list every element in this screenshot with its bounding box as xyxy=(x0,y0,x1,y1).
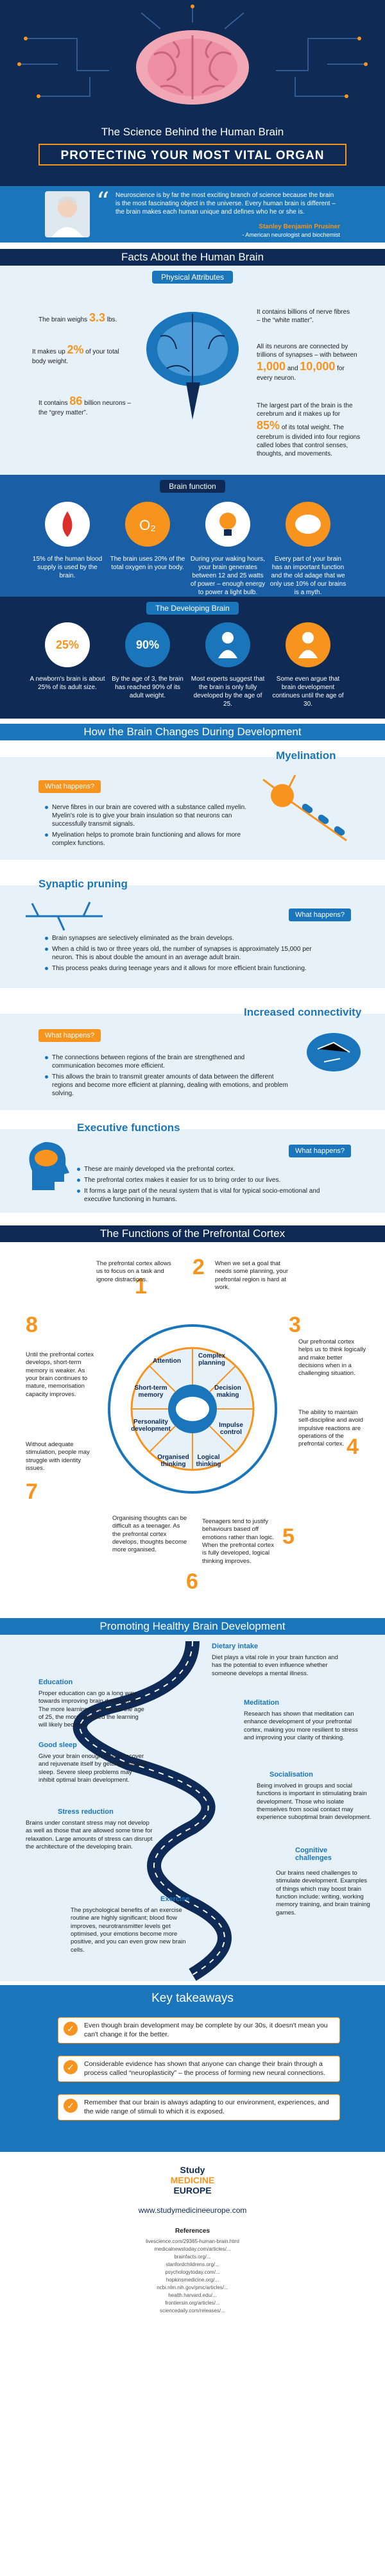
function-item: Every part of your brain has an important function and the old adage that we only use 10% of our brains is a myth. xyxy=(270,556,346,596)
quote-text: Neuroscience is by far the most exciting branch of science because the brain is the most fascinating object in the universe. Every human brain is different – the brain makes each human unique and defines who he or she is. xyxy=(116,192,336,216)
function-item: 15% of the human blood supply is used by the brain. xyxy=(32,556,103,579)
logo-line-2: MEDICINE xyxy=(170,2175,215,2185)
segment-personality: Personality development xyxy=(131,1419,171,1433)
svg-text:O₂: O₂ xyxy=(139,517,156,533)
neuron-illustration xyxy=(257,770,372,853)
list-item: These are mainly developed via the prefrontal cortex. xyxy=(77,1165,346,1173)
takeaway-item: ✓ Even though brain development may be complete by our 30s, it doesn't mean you can't change it for the better. xyxy=(58,2017,340,2043)
connectivity-list xyxy=(45,1053,289,1100)
connectivity-title: Increased connectivity xyxy=(244,1006,362,1018)
prefrontal-section xyxy=(0,1242,385,1614)
list-item: Myelination helps to promote brain functioning and allows for more complex functions. xyxy=(45,831,250,848)
check-icon: ✓ xyxy=(64,2060,78,2074)
myelination-list xyxy=(45,803,250,850)
list-item: Nerve fibres in our brain are covered with a substance called myelin. Myelin's role is to give your brain insulation so that neurons can successfully transmit signals. xyxy=(45,803,250,828)
diet-text: Diet plays a vital role in your brain function and has the potential to even influence whether someone develops a mental illness. xyxy=(212,1654,338,1677)
list-item: This allows the brain to transmit greater amounts of data between the different regions and become more efficient at planning, dealing with emotions, and problem solving. xyxy=(45,1073,289,1098)
takeaways-title: Key takeaways xyxy=(151,1992,234,2005)
segment-complex-planning: Complex planning xyxy=(198,1352,226,1367)
takeaway-item: ✓ Considerable evidence has shown that anyone can change their brain through a process called “neuroplasticity” – the process of forming new neural connections. xyxy=(58,2056,340,2082)
sleep-label: Good sleep xyxy=(38,1741,77,1749)
check-icon: ✓ xyxy=(64,2099,78,2113)
quote-role: - American neurologist and biochemist xyxy=(242,232,340,238)
prefrontal-text-5: Teenagers tend to justify behaviours based off emotions rather than logic. When the prefrontal cortex is fully developed, logical thinking improves. xyxy=(202,1518,274,1565)
segment-impulse-control: Impulse control xyxy=(219,1422,243,1436)
quote-mark-icon: “ xyxy=(96,187,110,217)
sleep-text: Give your brain enough time to recover and rejuvenate itself by getting sufficient sleep. Severe sleep problems may inhibit optimal brain development. xyxy=(38,1753,147,1784)
developing-item: A newborn's brain is about 25% of its adult size. xyxy=(30,676,105,691)
number-4: 4 xyxy=(346,1435,359,1459)
physical-section xyxy=(0,266,385,475)
exercise-label: Exercise xyxy=(160,1895,190,1903)
prefrontal-text-6: Organising thoughts can be difficult as a teenager. As the prefrontal cortex develops, thoughts become more organised. xyxy=(112,1515,187,1554)
social-label: Socialisation xyxy=(270,1771,313,1778)
social-text: Being involved in groups and social functions is important in stimulating brain development. Those who isolate themselves from social contact may experience suboptimal brain development. xyxy=(257,1782,372,1821)
list-item: Brain synapses are selectively eliminated as the brain develops. xyxy=(45,934,321,943)
list-item: It forms a large part of the neural system that is vital for typical socio-emotional and executive functioning in humans. xyxy=(77,1187,346,1204)
percent-25-badge: 25% xyxy=(45,622,90,667)
brain-illustration xyxy=(128,22,257,112)
changes-title: How the Brain Changes During Development xyxy=(0,724,385,740)
pruning-stage xyxy=(0,873,385,1001)
prefrontal-text-4: The ability to maintain self-discipline and avoid impulsive reactions are operations of the prefrontal cortex. xyxy=(298,1409,363,1448)
developing-item: Some even argue that brain development continues until the age of 30. xyxy=(272,676,344,708)
healthy-section xyxy=(0,1635,385,1981)
footer-url[interactable]: www.studymedicineeurope.com xyxy=(138,2206,247,2215)
developing-label: The Developing Brain xyxy=(146,602,238,615)
executive-stage xyxy=(0,1116,385,1219)
adult-icon xyxy=(286,622,330,667)
percent-90-badge: 90% xyxy=(125,622,170,667)
list-item: When a child is two or three years old, the number of synapses is approximately 15,000 per neuron. This is about double the amount in an average adult brain. xyxy=(45,945,321,962)
header xyxy=(0,0,385,186)
oxygen-icon xyxy=(125,502,170,547)
portrait-avatar xyxy=(45,191,90,237)
number-6: 6 xyxy=(186,1569,198,1594)
brain-diagram xyxy=(141,298,244,426)
physical-label: Physical Attributes xyxy=(152,271,233,284)
number-1: 1 xyxy=(135,1274,147,1299)
number-2: 2 xyxy=(193,1255,205,1279)
head-profile-icon xyxy=(19,1136,71,1193)
number-5: 5 xyxy=(282,1524,295,1549)
executive-title: Executive functions xyxy=(77,1122,180,1134)
myelination-stage xyxy=(0,744,385,873)
lightbulb-icon xyxy=(205,502,250,547)
takeaway-item: ✓ Remember that our brain is always adapting to our environment, experiences, and the wide range of stimuli to which it is exposed. xyxy=(58,2094,340,2120)
connected-brain-icon xyxy=(302,1027,366,1078)
header-subtitle: The Science Behind the Human Brain xyxy=(101,126,284,138)
what-happens-tag: What happens? xyxy=(289,908,351,921)
executive-list xyxy=(77,1165,346,1206)
segment-logical-thinking: Logical thinking xyxy=(196,1454,221,1468)
meditation-label: Meditation xyxy=(244,1699,279,1707)
education-text: Proper education can go a long way towards improving brain development. The more learning done before the age of 25, the more solidified the learning will likely become. xyxy=(38,1690,144,1729)
prefrontal-text-7: Without adequate stimulation, people may struggle with identity issues. xyxy=(26,1441,90,1472)
prefrontal-text-2: When we set a goal that needs some planning, your prefrontal region is hard at work. xyxy=(215,1260,289,1292)
pruning-list xyxy=(45,934,321,975)
list-item: The prefrontal cortex makes it easier for us to bring order to our lives. xyxy=(77,1176,346,1184)
segment-organised-thinking: Organised thinking xyxy=(157,1454,189,1468)
cerebrum-stat: The largest part of the brain is the cerebrum and it makes up for 85% of its total weight. The cerebrum is divided into four regions called lobes that control senses, thoughts, and movements. xyxy=(257,402,361,458)
cognitive-text: Our brains need challenges to stimulate development. Examples of things which may boost brain function include: writing, working memory training, and brain training games. xyxy=(276,1870,370,1916)
footer xyxy=(0,2152,385,2576)
quote-section xyxy=(0,186,385,243)
weight-stat: The brain weighs 3.3 lbs. xyxy=(38,311,117,324)
neurons-stat: It contains 86 billion neurons – the “grey matter”. xyxy=(38,395,132,417)
prefrontal-text-3: Our prefrontal cortex helps us to think logically and make better decisions when in a challenging situation. xyxy=(298,1338,366,1378)
synapse-stat: All its neurons are connected by trillions of synapses – with between 1,000 and 10,000 for every neuron. xyxy=(257,343,357,382)
prefrontal-wheel xyxy=(96,1313,289,1505)
segment-attention: Attention xyxy=(153,1358,181,1365)
synapse-illustration xyxy=(19,897,109,935)
logo-line-1: Study xyxy=(180,2165,205,2175)
logo xyxy=(154,2165,231,2196)
prefrontal-title: The Functions of the Prefrontal Cortex xyxy=(0,1225,385,1242)
cognitive-label: Cognitive challenges xyxy=(295,1847,332,1862)
developing-section xyxy=(0,597,385,719)
function-section xyxy=(0,475,385,597)
person-icon xyxy=(205,622,250,667)
prefrontal-text-1: The prefrontal cortex allows us to focus on a task and ignore distractions. xyxy=(96,1260,171,1283)
list-item: The connections between regions of the brain are strengthened and communication becomes more efficient. xyxy=(45,1053,289,1070)
number-3: 3 xyxy=(289,1313,301,1337)
meditation-text: Research has shown that meditation can enhance development of your prefrontal cortex, making you more resilient to stress and improving your clarity of thinking. xyxy=(244,1710,358,1742)
quote-author: Stanley Benjamin Prusiner xyxy=(259,223,340,230)
developing-item: Most experts suggest that the brain is only fully developed by the age of 25. xyxy=(191,676,265,708)
references-list: livescience.com/29365-human-brain.html medicalnewstoday.com/articles/... brainfacts.org/... stanfordchildrens.org/... psychologytoday.com/... hopkinsmedicine.org/... ncbi.nlm.nih.gov/pmc/articles/... health.harvard.edu/... frontiersin.org/articles/... sciencedaily.com/releases/... xyxy=(146,2239,239,2314)
stress-text: Brains under constant stress may not develop as well as those that are allowed some time for relaxation. Large amounts of stress can disrupt the architecture of the developing brain. xyxy=(26,1820,153,1851)
what-happens-tag: What happens? xyxy=(289,1145,351,1157)
logo-line-3: EUROPE xyxy=(173,2185,212,2196)
percent-stat: It makes up 2% of your total body weight. xyxy=(32,343,119,366)
exercise-text: The psychological benefits of an exercise routine are highly significant; blood flow improves, neurotransmitter levels get optimised, your emotions become more positive, and you can even grow new brain cells. xyxy=(71,1907,186,1954)
pruning-title: Synaptic pruning xyxy=(38,878,128,890)
function-item: During your waking hours, your brain generates between 12 and 25 watts of power – enough energy to power a light bulb. xyxy=(190,556,266,596)
references-title: References xyxy=(175,2228,210,2235)
takeaways-section xyxy=(0,1985,385,2152)
segment-decision-making: Decision making xyxy=(214,1385,241,1399)
what-happens-tag: What happens? xyxy=(38,780,101,793)
developing-item: By the age of 3, the brain has reached 90% of its adult weight. xyxy=(112,676,184,699)
connectivity-stage xyxy=(0,1001,385,1116)
number-8: 8 xyxy=(26,1313,38,1337)
education-label: Education xyxy=(38,1678,73,1686)
fibres-stat: It contains billions of nerve fibres – the “white matter”. xyxy=(257,309,350,324)
segment-short-term-memory: Short-term memory xyxy=(134,1385,167,1399)
brain-icon xyxy=(286,502,330,547)
list-item: This process peaks during teenage years and it allows for more efficient brain functioning. xyxy=(45,964,321,973)
what-happens-tag: What happens? xyxy=(38,1029,101,1042)
stress-label: Stress reduction xyxy=(58,1808,114,1816)
number-7: 7 xyxy=(26,1480,38,1504)
healthy-title: Promoting Healthy Brain Development xyxy=(0,1618,385,1635)
check-icon: ✓ xyxy=(64,2022,78,2036)
blood-icon xyxy=(45,502,90,547)
facts-title: Facts About the Human Brain xyxy=(0,249,385,266)
function-item: The brain uses 20% of the total oxygen in your body. xyxy=(110,556,185,571)
function-label: Brain function xyxy=(160,480,225,493)
prefrontal-text-8: Until the prefrontal cortex develops, short-term memory is weaker. As your brain continues to mature, memorisation capacity improves. xyxy=(26,1351,94,1398)
myelination-title: Myelination xyxy=(276,749,336,762)
page-title: PROTECTING YOUR MOST VITAL ORGAN xyxy=(38,144,346,166)
diet-label: Dietary intake xyxy=(212,1642,259,1650)
